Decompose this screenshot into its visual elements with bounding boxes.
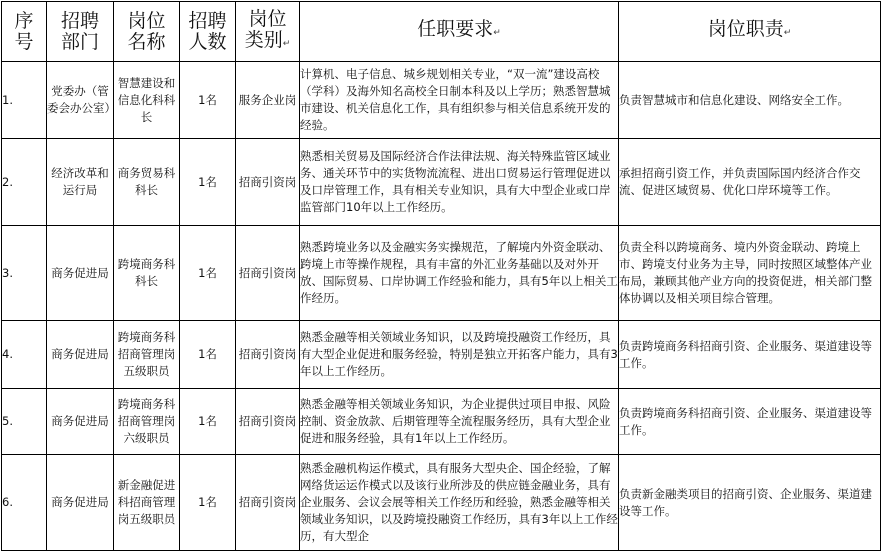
header-requirements: 任职要求↵ <box>300 2 619 62</box>
cell-duties: 负责全科以跨境商务、境内外资金联动、跨境上市、跨境支付业务为主导，同时按照区域整体产业布局，兼顾其他产业方向的投资促进，相关部门整体协调以及相关项目综合管理。 <box>619 226 881 321</box>
paragraph-mark: ↵ <box>282 38 291 49</box>
cell-seq: 1. <box>2 62 47 139</box>
cell-count: 1名 <box>180 139 236 226</box>
table-row <box>2 226 881 321</box>
cell-category: 服务企业岗 <box>236 62 300 139</box>
cell-post: 智慧建设和信息化科科长 <box>114 62 180 139</box>
cell-post: 商务贸易科科长 <box>114 139 180 226</box>
table-row <box>2 62 881 139</box>
cell-seq: 5. <box>2 389 47 455</box>
cell-count: 1名 <box>180 455 236 551</box>
cell-seq: 2. <box>2 139 47 226</box>
header-seq: 序 号 <box>2 2 47 62</box>
cell-post: 跨境商务科科长 <box>114 226 180 321</box>
cell-duties: 负责智慧城市和信息化建设、网络安全工作。 <box>619 62 881 139</box>
header-post: 岗位 名称 <box>114 2 180 62</box>
cell-category: 招商引资岗 <box>236 455 300 551</box>
cell-requirements: 熟悉跨境业务以及金融实务实操规范，了解境内外资金联动、跨境上市等操作规程，具有丰富的外汇业务基础以及对外开放、国际贸易、口岸协调工作经验和能力，具有5年以上相关工作经历。 <box>300 226 619 321</box>
cell-count: 1名 <box>180 389 236 455</box>
header-duties: 岗位职责↵ <box>619 2 881 62</box>
cell-seq: 6. <box>2 455 47 551</box>
cell-category: 招商引资岗 <box>236 389 300 455</box>
cell-requirements: 熟悉金融等相关领域业务知识，以及跨境投融资工作经历，具有大型企业促进和服务经验，特别是独立开拓客户能力，具有3年以上工作经历。 <box>300 321 619 389</box>
table-row <box>2 139 881 226</box>
paragraph-mark: ↵ <box>493 28 501 38</box>
cell-post: 新金融促进科招商管理岗五级职员 <box>114 455 180 551</box>
cell-dept: 商务促进局 <box>47 321 114 389</box>
paragraph-mark: ↵ <box>783 28 792 38</box>
cell-dept: 商务促进局 <box>47 389 114 455</box>
cell-dept: 商务促进局 <box>47 455 114 551</box>
cell-count: 1名 <box>180 62 236 139</box>
table-row <box>2 389 881 455</box>
table-body <box>2 62 881 551</box>
cell-requirements: 熟悉相关贸易及国际经济合作法律法规、海关特殊监管区域业务、通关环节中的实货物流流程、进出口贸易运行管理促进以及口岸管理工作，具有相关专业知识，具有大中型企业或口岸监管部门10年以上工作经历。 <box>300 139 619 226</box>
cell-dept: 商务促进局 <box>47 226 114 321</box>
table-row <box>2 455 881 551</box>
cell-duties: 承担招商引资工作，并负责国际国内经济合作交流、促进区域贸易、优化口岸环境等工作。 <box>619 139 881 226</box>
header-row <box>2 2 881 62</box>
cell-seq: 3. <box>2 226 47 321</box>
cell-post: 跨境商务科招商管理岗六级职员 <box>114 389 180 455</box>
cell-category: 招商引资岗 <box>236 226 300 321</box>
cell-duties: 负责跨境商务科招商引资、企业服务、渠道建设等工作。 <box>619 389 881 455</box>
header-category: 岗位 类别↵ <box>236 2 300 62</box>
header-count: 招聘 人数 <box>180 2 236 62</box>
cell-category: 招商引资岗 <box>236 321 300 389</box>
cell-count: 1名 <box>180 226 236 321</box>
cell-duties: 负责新金融类项目的招商引资、企业服务、渠道建设等工作。 <box>619 455 881 551</box>
cell-requirements: 熟悉金融机构运作模式，具有服务大型央企、国企经验，了解网络货运运作模式以及该行业所涉及的供应链金融业务，具有企业服务、会议会展等相关工作经历和经验，熟悉金融等相关领域业务知识，以及跨境投融资工作经历，具有3年以上工作经历，有大型企 <box>300 455 619 551</box>
table-row <box>2 321 881 389</box>
cell-post: 跨境商务科招商管理岗五级职员 <box>114 321 180 389</box>
cell-requirements: 熟悉金融等相关领域业务知识，为企业提供过项目申报、风险控制、资金放款、后期管理等全流程服务经历，具有大型企业促进和服务经验，具有1年以上工作经历。 <box>300 389 619 455</box>
cell-category: 招商引资岗 <box>236 139 300 226</box>
cell-duties: 负责跨境商务科招商引资、企业服务、渠道建设等工作。 <box>619 321 881 389</box>
cell-requirements: 计算机、电子信息、城乡规划相关专业，“双一流”建设高校（学科）及海外知名高校全日制本科及以上学历；熟悉智慧城市建设、机关信息化工作，具有组织参与相关信息系统开发的经验。 <box>300 62 619 139</box>
cell-dept: 党委办（管委会办公室） <box>47 62 114 139</box>
recruitment-table <box>1 1 881 551</box>
cell-count: 1名 <box>180 321 236 389</box>
cell-dept: 经济改革和运行局 <box>47 139 114 226</box>
header-dept: 招聘 部门 <box>47 2 114 62</box>
cell-seq: 4. <box>2 321 47 389</box>
